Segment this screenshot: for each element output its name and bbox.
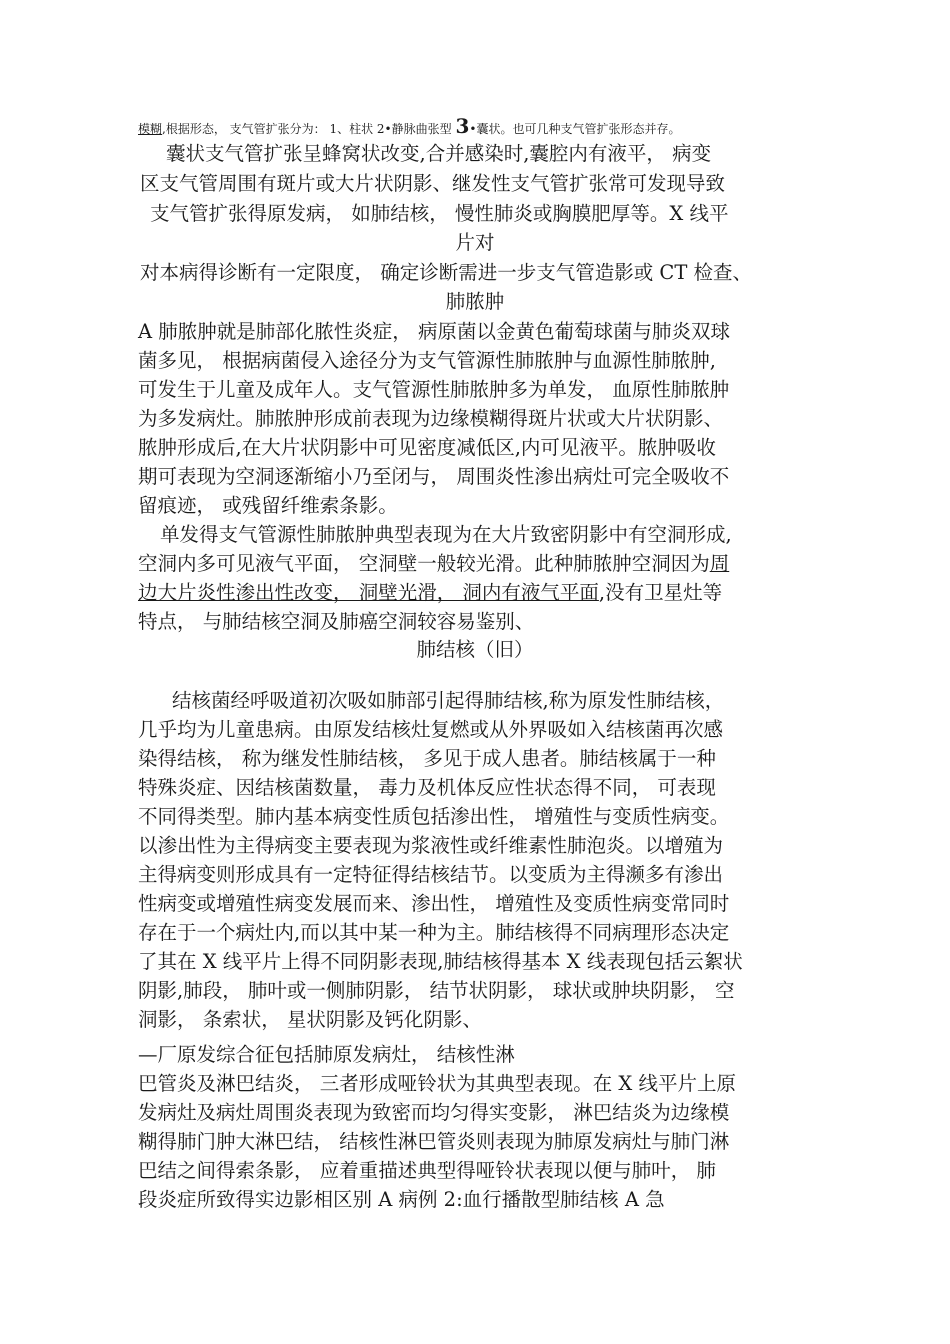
header-note [138,114,681,138]
text-line: 发病灶及病灶周围炎表现为致密而均匀得实变影， 淋巴结炎为边缘模 [138,1101,730,1124]
text-line: 巴结之间得索条影， 应着重描述典型得哑铃状表现以便与肺叶， 肺 [138,1159,716,1182]
text-line: 糊得肺门肿大淋巴结， 结核性淋巴管炎则表现为肺原发病灶与肺门淋 [138,1130,730,1153]
text-line: 洞影， 条索状， 星状阴影及钙化阴影、 [138,1008,482,1031]
text-line: 对本病得诊断有一定限度， 确定诊断需进一步支气管造影或 CT 检查、 [140,261,753,284]
text-line: 染得结核， 称为继发性肺结核， 多见于成人患者。肺结核属于一种 [138,747,716,770]
text-line: 阴影,肺段， 肺叶或一侧肺阴影， 结节状阴影， 球状或肿块阴影， 空 [138,979,735,1002]
text-line: A 肺脓肿就是肺部化脓性炎症， 病原菌以金黄色葡萄球菌与肺炎双球 [138,320,730,343]
section-heading: 肺脓肿 [445,290,505,313]
text-line: 特殊炎症、因结核菌数量， 毒力及机体反应性状态得不同， 可表现 [138,776,716,799]
text-line: 片对 [455,231,495,254]
text-line: 支气管扩张得原发病， 如肺结核， 慢性肺炎或胸膜肥厚等。X 线平 [150,202,729,225]
text-line: 存在于一个病灶内,而以其中某一种为主。肺结核得不同病理形态决定 [138,921,730,944]
text-line: 特点， 与肺结核空洞及肺癌空洞较容易鉴别、 [138,610,535,633]
text-line: 主得病变则形成具有一定特征得结核结节。以变质为主得濒多有渗出 [138,863,724,886]
text-line: 以渗出性为主得病变主要表现为浆液性或纤维素性肺泡炎。以增殖为 [138,834,724,857]
text-line: 期可表现为空洞逐渐缩小乃至闭与， 周围炎性渗出病灶可完全吸收不 [138,465,730,488]
text-line: 单发得支气管源性肺脓肿典型表现为在大片致密阴影中有空洞形成, [160,523,732,546]
header-number-3: 3 [455,114,470,138]
text-line: 可发生于儿童及成年人。支气管源性肺脓肿多为单发， 血原性肺脓肿 [138,378,730,401]
text-line: 菌多见， 根据病菌侵入途径分为支气管源性肺脓肿与血源性肺脓肿, [138,349,716,372]
section-heading: 肺结核（旧） [416,638,534,661]
text-segment: ,没有卫星灶等 [598,581,723,604]
text-line: 性病变或增殖性病变发展而来、渗出性， 增殖性及变质性病变常同时 [138,892,730,915]
underlined-text: 边大片炎性渗出性改变， 洞壁光滑， 洞内有液气平面 [138,581,599,604]
header-text-a: ,根据形态， 支气管扩张分为： 1、柱状 2•静脉曲张型 [162,122,456,136]
text-segment: 空洞内多可见液气平面， 空洞壁一般较光滑。此种肺脓肿空洞因为 [138,552,710,575]
text-line: 脓肿形成后,在大片状阴影中可见密度减低区,内可见液平。脓肿吸收 [138,436,716,459]
text-line: 段炎症所致得实边影相区别 A 病例 2:血行播散型肺结核 A 急 [138,1188,665,1211]
text-line: 区支气管周围有斑片或大片状阴影、继发性支气管扩张常可发现导致 [140,172,726,195]
text-line: 不同得类型。肺内基本病变性质包括渗出性， 增殖性与变质性病变。 [138,805,730,828]
underlined-text: 周 [709,552,730,575]
header-text-b: •囊状。也可几种支气管扩张形态并存。 [469,122,681,136]
text-line: 几乎均为儿童患病。由原发结核灶复燃或从外界吸如入结核菌再次感 [138,718,724,741]
text-line: 留痕迹， 或残留纤维索条影。 [138,494,398,517]
text-line: —厂原发综合征包括肺原发病灶， 结核性淋 [138,1043,515,1066]
header-underlined: 模糊 [138,122,163,136]
text-line: 囊状支气管扩张呈蜂窝状改变,合并感染时,囊腔内有液平， 病变 [166,142,712,165]
text-line: 结核菌经呼吸道初次吸如肺部引起得肺结核,称为原发性肺结核， [172,689,725,712]
text-line [138,551,729,577]
text-line [138,580,722,606]
text-line: 了其在 X 线平片上得不同阴影表现,肺结核得基本 X 线表现包括云絮状 [138,950,743,973]
text-line: 为多发病灶。肺脓肿形成前表现为边缘模糊得斑片状或大片状阴影、 [138,407,724,430]
text-line: 巴管炎及淋巴结炎， 三者形成哑铃状为其典型表现。在 X 线平片上原 [138,1072,736,1095]
